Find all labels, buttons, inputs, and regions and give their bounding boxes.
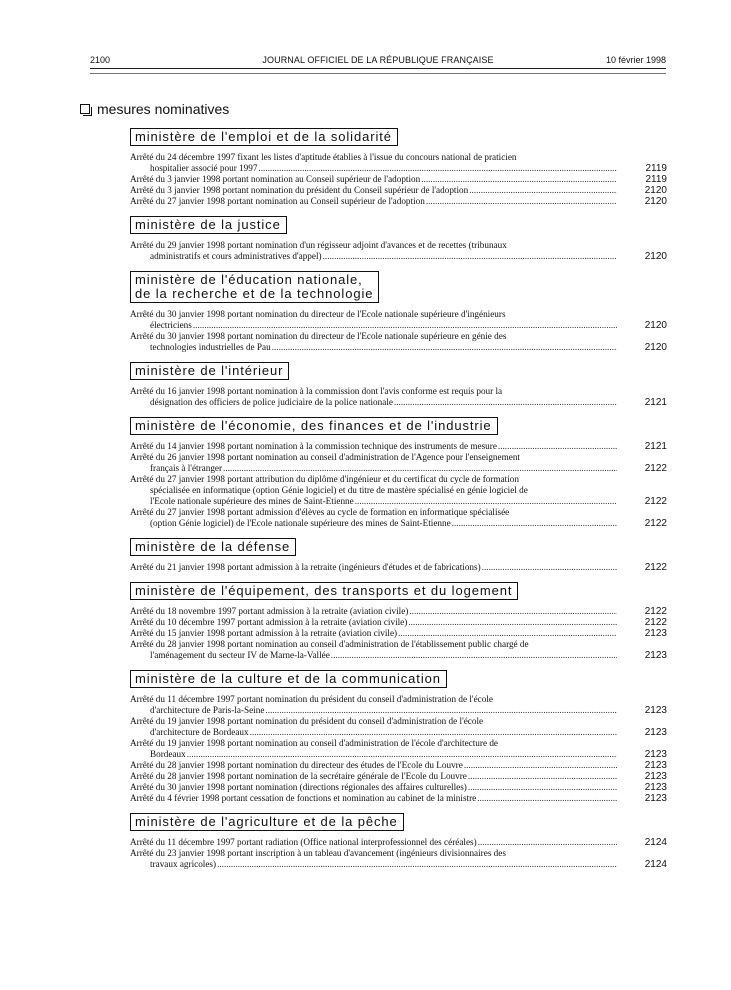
page-reference: 2123 [644, 782, 667, 793]
page-reference: 2123 [644, 705, 667, 716]
decree-last-line [130, 463, 617, 474]
dot-leader [477, 793, 617, 804]
ministry-name: ministère de l'équipement, des transports et du logement [135, 583, 513, 598]
decree-text-line: technologies industrielles de Pau [150, 342, 271, 352]
decree-last-line [130, 163, 617, 174]
dot-leader [265, 705, 617, 716]
dot-leader [398, 628, 617, 639]
decree-last-line [130, 859, 617, 870]
page-reference: 2122 [644, 463, 667, 474]
decree-last-line [130, 320, 617, 331]
ministry-section [130, 128, 667, 207]
page-reference: 2121 [644, 397, 667, 408]
page-reference: 2123 [644, 793, 667, 804]
decree-entry [130, 174, 667, 185]
decree-entry [130, 793, 667, 804]
decree-text-line: Arrêté du 16 janvier 1998 portant nomination à la commission dont l'avis conforme est requis pour la [130, 386, 503, 396]
decree-entry [130, 694, 667, 716]
decree-entry [130, 606, 667, 617]
page-reference: 2119 [645, 174, 667, 185]
decree-last-line [130, 174, 617, 185]
ministry-name-box [130, 128, 398, 146]
ministry-name: de la recherche et de la technologie [135, 286, 374, 301]
decree-last-line [130, 342, 617, 353]
dot-leader [464, 760, 617, 771]
decree-text-line: Arrêté du 30 janvier 1998 portant nomination du directeur de l'Ecole nationale supérieure en génie des [130, 331, 507, 341]
ministry-section [130, 670, 667, 804]
decree-last-line [130, 397, 617, 408]
decree-entry [130, 782, 667, 793]
page-reference: 2123 [644, 771, 667, 782]
ministry-section [130, 216, 667, 262]
decree-text-line: désignation des officiers de police judiciaire de la police nationale [150, 397, 393, 407]
decree-last-line [130, 760, 617, 771]
decree-last-line [130, 185, 617, 196]
ministry-name-box [130, 362, 289, 380]
page-reference: 2123 [644, 727, 667, 738]
decree-text-line: Arrêté du 11 décembre 1997 portant nomination du président du conseil d'administration de l'école [130, 694, 493, 704]
decree-text-line: Arrêté du 18 novembre 1997 portant admission à la retraite (aviation civile) [130, 606, 409, 616]
dot-leader [482, 562, 617, 573]
dot-leader [217, 859, 617, 870]
ministry-name: ministère de la justice [135, 217, 281, 232]
decree-text-line: Arrêté du 11 décembre 1997 portant radiation (Office national interprofessionnel des céréales) [130, 837, 477, 847]
dot-leader [223, 463, 617, 474]
dot-leader [258, 163, 617, 174]
ministry-name: ministère de l'intérieur [135, 363, 284, 378]
decree-text-line: Arrêté du 15 janvier 1998 portant admission à la retraite (aviation civile) [130, 628, 398, 638]
page-reference: 2121 [644, 441, 667, 452]
decree-text-line: Arrêté du 3 janvier 1998 portant nomination au Conseil supérieur de l'adoption [130, 174, 421, 184]
page-reference: 2122 [644, 617, 667, 628]
ministry-name: ministère de l'économie, des finances et de l'industrie [135, 418, 492, 433]
decree-text-line: Arrêté du 28 janvier 1998 portant nomination du directeur des études de l'Ecole du Louvre [130, 760, 463, 770]
decree-entry [130, 152, 667, 174]
decree-text-line: Arrêté du 28 janvier 1998 portant nomination de la secrétaire générale de l'Ecole du Louvre [130, 771, 467, 781]
decree-text-line: d'architecture de Bordeaux [150, 727, 249, 737]
decree-text-line: Arrêté du 24 décembre 1997 fixant les listes d'aptitude établies à l'issue du concours national de praticien [130, 152, 517, 162]
decree-last-line [130, 251, 617, 262]
page-reference: 2122 [644, 606, 667, 617]
dot-leader [187, 749, 617, 760]
dot-leader [250, 727, 617, 738]
ministry-section [130, 362, 667, 408]
dot-leader [272, 342, 617, 353]
decree-text-line: (option Génie logiciel) de l'Ecole nationale supérieure des mines de Saint-Etienne [150, 518, 451, 528]
decree-text-line: Arrêté du 10 décembre 1997 portant admission à la retraite (aviation civile) [130, 617, 408, 627]
dot-leader [323, 251, 617, 262]
decree-entry [130, 562, 667, 573]
decree-text-line: Arrêté du 27 janvier 1998 portant admission d'élèves au cycle de formation en informatique spécialisée [130, 507, 510, 517]
checkbox-square-icon [80, 104, 90, 114]
decree-last-line [130, 837, 617, 848]
decree-entry [130, 716, 667, 738]
decree-last-line [130, 782, 617, 793]
dot-leader [468, 771, 617, 782]
decree-text-line: Arrêté du 23 janvier 1998 portant inscription à un tableau d'avancement (ingénieurs divisionnaires des [130, 848, 506, 858]
section-title: mesures nominatives [97, 101, 230, 117]
page-reference: 2119 [645, 163, 667, 174]
decree-text-line: Arrêté du 30 janvier 1998 portant nomination (directions régionales des affaires culturelles) [130, 782, 467, 792]
decree-entry [130, 474, 667, 507]
ministry-section [130, 582, 667, 661]
decree-last-line [130, 705, 617, 716]
ministry-name-box [130, 216, 287, 234]
decree-text-line: Arrêté du 29 janvier 1998 portant nomination d'un régisseur adjoint d'avances et de recettes (tribunaux [130, 240, 507, 250]
decree-text-line: l'aménagement du secteur IV de Marne-la-Vallée [150, 650, 330, 660]
decree-entry [130, 386, 667, 408]
dot-leader [452, 518, 617, 529]
decree-last-line [130, 441, 617, 452]
ministry-name-box [130, 271, 379, 303]
ministry-list [130, 128, 667, 879]
header-rule-secondary [90, 73, 666, 74]
ministry-name: ministère de la culture et de la communication [135, 671, 441, 686]
decree-text-line: administratifs et cours administratives d'appel) [150, 251, 322, 261]
decree-entry [130, 441, 667, 452]
decree-text-line: Arrêté du 4 février 1998 portant cessation de fonctions et nomination au cabinet de la ministre [130, 793, 477, 803]
decree-text-line: Arrêté du 30 janvier 1998 portant nomination du directeur de l'Ecole nationale supérieure d'ingénieurs [130, 309, 506, 319]
decree-last-line [130, 771, 617, 782]
decree-text-line: travaux agricoles) [150, 859, 217, 869]
ministry-name: ministère de l'emploi et de la solidarité [135, 129, 392, 144]
decree-last-line [130, 727, 617, 738]
decree-last-line [130, 196, 617, 207]
dot-leader [498, 441, 617, 452]
dot-leader [355, 496, 617, 507]
decree-text-line: spécialisée en informatique (option Génie logiciel) et du titre de mastère spécialisé en génie logiciel de [150, 485, 528, 495]
ministry-name-box [130, 670, 447, 688]
decree-text-line: Arrêté du 14 janvier 1998 portant nomination à la commission technique des instruments de mesure [130, 441, 497, 451]
decree-text-line: français à l'étranger [150, 463, 223, 473]
ministry-name-box [130, 813, 404, 831]
ministry-section [130, 271, 667, 353]
decree-text-line: Arrêté du 19 janvier 1998 portant nomination au conseil d'administration de l'école d'architecture de [130, 738, 499, 748]
decree-entry [130, 760, 667, 771]
journal-title: JOURNAL OFFICIEL DE LA RÉPUBLIQUE FRANÇAISE [262, 55, 494, 65]
decree-text-line: Arrêté du 27 janvier 1998 portant nomination au Conseil supérieur de l'adoption [130, 196, 425, 206]
decree-entry [130, 848, 667, 870]
dot-leader [394, 397, 617, 408]
ministry-name-box [130, 538, 296, 556]
decree-last-line [130, 617, 617, 628]
dot-leader [478, 837, 617, 848]
decree-entry [130, 240, 667, 262]
decree-entry [130, 837, 667, 848]
page-reference: 2120 [644, 251, 667, 262]
decree-text-line: d'architecture de Paris-la-Seine [150, 705, 265, 715]
decree-last-line [130, 628, 617, 639]
ministry-name-box [130, 417, 498, 435]
ministry-name-box [130, 582, 518, 600]
page-reference: 2123 [644, 760, 667, 771]
page-reference: 2123 [644, 650, 667, 661]
decree-text-line: l'Ecole nationale supérieure des mines de Saint-Etienne [150, 496, 354, 506]
decree-last-line [130, 518, 617, 529]
page-header [90, 55, 666, 69]
decree-entry [130, 738, 667, 760]
decree-entry [130, 452, 667, 474]
decree-entry [130, 309, 667, 331]
decree-entry [130, 185, 667, 196]
page-reference: 2123 [644, 749, 667, 760]
dot-leader [421, 174, 617, 185]
decree-text-line: Arrêté du 21 janvier 1998 portant admission à la retraite (ingénieurs d'études et de fabrications) [130, 562, 481, 572]
dot-leader [426, 196, 617, 207]
decree-text-line: Arrêté du 28 janvier 1998 portant nomination au conseil d'administration de l'établissement public chargé de [130, 639, 529, 649]
ministry-name: ministère de l'agriculture et de la pêche [135, 814, 398, 829]
header-rule [90, 68, 666, 69]
ministry-name: ministère de la défense [135, 539, 291, 554]
decree-entry [130, 771, 667, 782]
page-reference: 2122 [644, 518, 667, 529]
section-heading [80, 101, 229, 119]
dot-leader [193, 320, 617, 331]
decree-entry [130, 639, 667, 661]
decree-text-line: Bordeaux [150, 749, 186, 759]
decree-entry [130, 507, 667, 529]
decree-last-line [130, 793, 617, 804]
page-reference: 2122 [644, 496, 667, 507]
dot-leader [408, 617, 617, 628]
decree-text-line: hospitalier associé pour 1997 [150, 163, 258, 173]
decree-entry [130, 196, 667, 207]
decree-last-line [130, 749, 617, 760]
page-reference: 2124 [644, 859, 667, 870]
page-reference: 2122 [644, 562, 667, 573]
dot-leader [331, 650, 617, 661]
page-reference: 2123 [644, 628, 667, 639]
page-number: 2100 [90, 55, 111, 65]
page-reference: 2120 [644, 196, 667, 207]
dot-leader [469, 185, 617, 196]
dot-leader [468, 782, 617, 793]
dot-leader [409, 606, 617, 617]
ministry-section [130, 538, 667, 573]
issue-date: 10 février 1998 [605, 55, 666, 65]
decree-entry [130, 331, 667, 353]
decree-last-line [130, 562, 617, 573]
decree-text-line: Arrêté du 27 janvier 1998 portant attribution du diplôme d'ingénieur et du certificat du cycle de formation [130, 474, 519, 484]
decree-last-line [130, 650, 617, 661]
page-reference: 2120 [644, 320, 667, 331]
decree-last-line [130, 606, 617, 617]
ministry-section [130, 813, 667, 870]
ministry-name: ministère de l'éducation nationale, [135, 272, 363, 287]
decree-text-line: électriciens [150, 320, 192, 330]
decree-text-line: Arrêté du 3 janvier 1998 portant nomination du président du Conseil supérieur de l'adoption [130, 185, 469, 195]
ministry-section [130, 417, 667, 529]
decree-last-line [130, 496, 617, 507]
decree-entry [130, 617, 667, 628]
decree-text-line: Arrêté du 26 janvier 1998 portant nomination au conseil d'administration de l'Agence pour l'enseignement [130, 452, 520, 462]
page-reference: 2120 [644, 185, 667, 196]
decree-text-line: Arrêté du 19 janvier 1998 portant nomination du président du conseil d'administration de l'école [130, 716, 484, 726]
page-reference: 2120 [644, 342, 667, 353]
decree-entry [130, 628, 667, 639]
page-reference: 2124 [644, 837, 667, 848]
